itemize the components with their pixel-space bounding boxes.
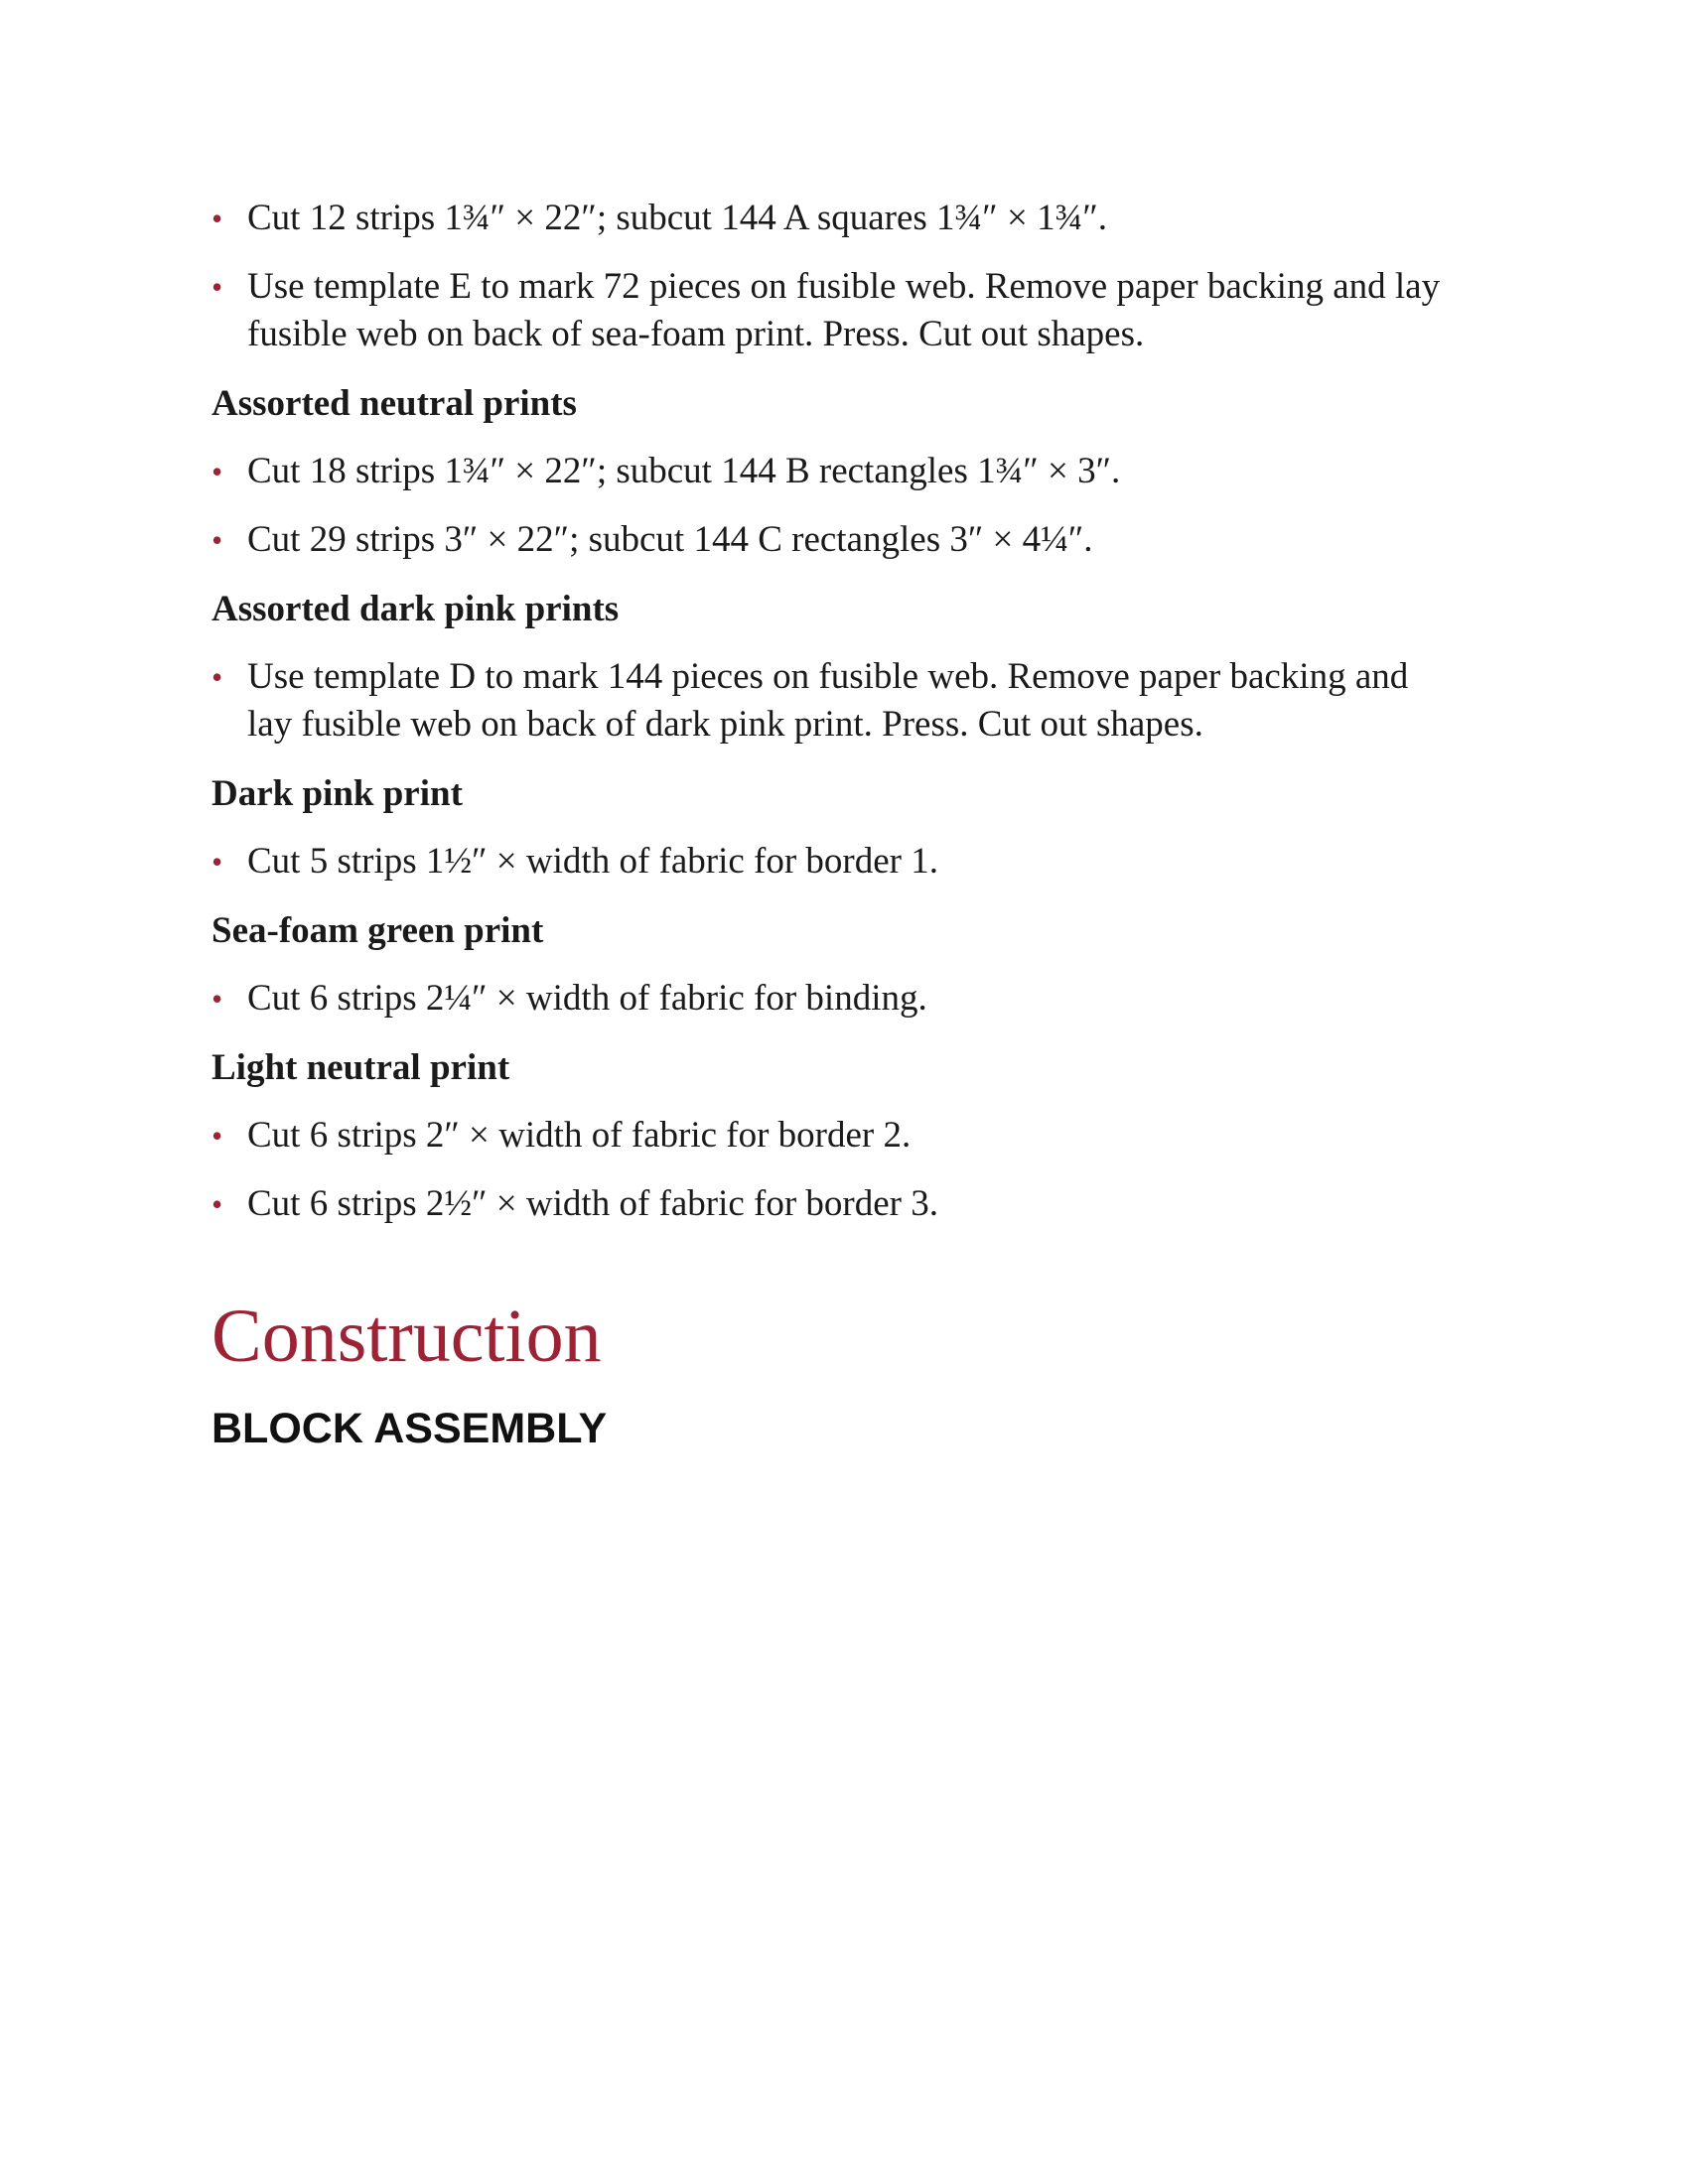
section-light-neutral-print	[211, 1044, 1492, 1228]
bullet-icon: •	[211, 454, 223, 489]
section-list	[211, 975, 1492, 1023]
list-item-text: Cut 6 strips 2″ × width of fabric for border 2.	[247, 1115, 912, 1156]
bullet-icon: •	[211, 1186, 223, 1222]
section-heading: Dark pink print	[211, 773, 463, 814]
list-item-text: Cut 6 strips 2½″ × width of fabric for border 3.	[247, 1183, 938, 1224]
list-item-text: Cut 18 strips 1¾″ × 22″; subcut 144 B rectangles 1¾″ × 3″.	[247, 451, 1121, 491]
construction-title: Construction	[211, 1295, 602, 1378]
section-list	[211, 448, 1492, 564]
list-item-text: Cut 12 strips 1¾″ × 22″; subcut 144 A squares 1¾″ × 1¾″.	[247, 198, 1107, 238]
list-item	[211, 1180, 1492, 1228]
list-item-text: Cut 6 strips 2¼″ × width of fabric for binding.	[247, 978, 927, 1019]
section-assorted-dark-pink-prints	[211, 586, 1492, 749]
section-list	[211, 838, 1492, 886]
bullet-icon: •	[211, 201, 223, 236]
bullet-icon: •	[211, 981, 223, 1017]
section-assorted-neutral-prints	[211, 380, 1492, 564]
section-heading: Assorted neutral prints	[211, 383, 577, 424]
section-list	[211, 1112, 1492, 1228]
intro-list	[211, 195, 1492, 358]
list-item	[211, 1112, 1492, 1160]
bullet-icon: •	[211, 269, 223, 305]
bullet-icon: •	[211, 522, 223, 558]
list-item	[211, 838, 1492, 886]
list-item	[211, 263, 1508, 358]
list-item	[211, 975, 1492, 1023]
list-item	[211, 448, 1492, 495]
bullet-icon: •	[211, 1118, 223, 1154]
section-sea-foam-green-print	[211, 907, 1492, 1023]
section-dark-pink-print	[211, 770, 1492, 886]
block-assembly-heading: BLOCK ASSEMBLY	[211, 1405, 608, 1452]
bullet-icon: •	[211, 659, 223, 695]
section-heading: Sea-foam green print	[211, 910, 544, 951]
document-page	[211, 195, 1492, 1454]
list-item-text: Cut 29 strips 3″ × 22″; subcut 144 C rectangles 3″ × 4¼″.	[247, 519, 1093, 560]
list-item	[211, 653, 1459, 749]
section-heading: Assorted dark pink prints	[211, 589, 620, 629]
list-item	[211, 195, 1508, 242]
bullet-icon: •	[211, 844, 223, 880]
list-item-text: Cut 5 strips 1½″ × width of fabric for border 1.	[247, 841, 938, 882]
section-list	[211, 653, 1492, 749]
section-heading: Light neutral print	[211, 1047, 510, 1088]
list-item	[211, 516, 1492, 564]
list-item-text: Use template E to mark 72 pieces on fusible web. Remove paper backing and lay fusible web on back of sea-foam print. Press. Cut out shapes.	[247, 266, 1441, 354]
list-item-text: Use template D to mark 144 pieces on fusible web. Remove paper backing and lay fusible web on back of dark pink print. Press. Cut out shapes.	[247, 656, 1409, 745]
